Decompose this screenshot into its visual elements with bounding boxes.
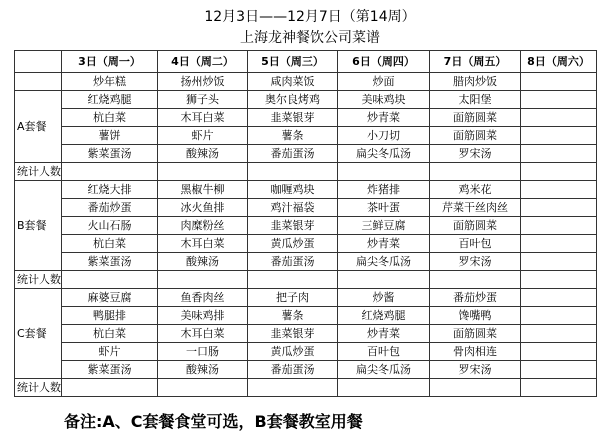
stats-cell — [521, 163, 597, 181]
dish-cell: 三鲜豆腐 — [338, 217, 430, 235]
stats-cell — [62, 271, 158, 289]
set-meal-label: C套餐 — [15, 289, 62, 379]
table-row — [15, 127, 597, 145]
dish-cell: 红烧鸡腿 — [62, 91, 158, 109]
dish-cell: 鸡汁福袋 — [248, 199, 338, 217]
dish-cell: 薯条 — [248, 307, 338, 325]
dish-cell: 鱼香肉丝 — [158, 289, 248, 307]
date-range-title: 12月3日——12月7日（第14周） — [204, 9, 416, 25]
stats-row — [15, 379, 597, 397]
table-row — [15, 73, 597, 91]
dish-cell: 面筋圆菜 — [430, 325, 521, 343]
dish-cell: 太阳堡 — [430, 91, 521, 109]
dish-cell: 虾片 — [158, 127, 248, 145]
dish-cell — [521, 307, 597, 325]
dish-cell — [521, 91, 597, 109]
dish-cell: 韭菜银芽 — [248, 325, 338, 343]
weekly-menu-table — [14, 50, 597, 397]
dish-cell — [521, 145, 597, 163]
table-row — [15, 361, 597, 379]
stats-cell — [62, 163, 158, 181]
dish-cell: 小刀切 — [338, 127, 430, 145]
dish-cell: 酸辣汤 — [158, 253, 248, 271]
corner-cell — [15, 51, 62, 73]
dish-cell: 薯条 — [248, 127, 338, 145]
dish-cell: 馋嘴鸭 — [430, 307, 521, 325]
dish-cell: 黄瓜炒蛋 — [248, 343, 338, 361]
dish-cell: 黑椒牛柳 — [158, 181, 248, 199]
table-row — [15, 145, 597, 163]
dish-cell — [521, 217, 597, 235]
dish-cell: 番茄蛋汤 — [248, 253, 338, 271]
dish-cell — [521, 127, 597, 145]
dish-cell: 红烧大排 — [62, 181, 158, 199]
dish-cell: 紫菜蛋汤 — [62, 253, 158, 271]
table-row — [15, 307, 597, 325]
day-header: 8日（周六） — [521, 51, 597, 73]
stats-label: 统计人数 — [15, 379, 62, 397]
dish-cell: 紫菜蛋汤 — [62, 361, 158, 379]
menu-title: 上海龙神餐饮公司菜谱 — [240, 30, 380, 46]
dish-cell: 百叶包 — [338, 343, 430, 361]
dish-cell: 番茄炒蛋 — [430, 289, 521, 307]
stats-cell — [521, 271, 597, 289]
table-row — [15, 253, 597, 271]
dish-cell: 芹菜干丝肉丝 — [430, 199, 521, 217]
table-row — [15, 325, 597, 343]
dish-cell: 火山石肠 — [62, 217, 158, 235]
stats-cell — [248, 271, 338, 289]
dish-cell: 韭菜银芽 — [248, 109, 338, 127]
day-header: 4日（周二） — [158, 51, 248, 73]
stats-cell — [158, 163, 248, 181]
dish-cell: 扬州炒饭 — [158, 73, 248, 91]
dish-cell: 麻婆豆腐 — [62, 289, 158, 307]
dish-cell: 美味鸡排 — [158, 307, 248, 325]
table-row — [15, 199, 597, 217]
dish-cell: 冰火鱼排 — [158, 199, 248, 217]
dish-cell — [521, 289, 597, 307]
day-header: 7日（周五） — [430, 51, 521, 73]
day-header: 6日（周四） — [338, 51, 430, 73]
dish-cell — [521, 181, 597, 199]
dish-cell: 把子肉 — [248, 289, 338, 307]
dish-cell: 扁尖冬瓜汤 — [338, 253, 430, 271]
table-row — [15, 217, 597, 235]
stats-label: 统计人数 — [15, 163, 62, 181]
dish-cell: 炒青菜 — [338, 235, 430, 253]
stats-row — [15, 271, 597, 289]
dish-cell: 面筋圆菜 — [430, 109, 521, 127]
dish-cell: 炒年糕 — [62, 73, 158, 91]
dish-cell: 罗宋汤 — [430, 145, 521, 163]
dish-cell: 一口肠 — [158, 343, 248, 361]
table-row — [15, 289, 597, 307]
day-header: 3日（周一） — [62, 51, 158, 73]
dish-cell — [521, 253, 597, 271]
dish-cell: 番茄蛋汤 — [248, 361, 338, 379]
dish-cell: 鸡米花 — [430, 181, 521, 199]
dish-cell — [521, 343, 597, 361]
stats-cell — [248, 379, 338, 397]
dish-cell — [521, 73, 597, 91]
dish-cell: 炒面 — [338, 73, 430, 91]
dish-cell: 虾片 — [62, 343, 158, 361]
dish-cell: 黄瓜炒蛋 — [248, 235, 338, 253]
dish-cell: 酸辣汤 — [158, 361, 248, 379]
stats-cell — [158, 379, 248, 397]
dish-cell: 罗宋汤 — [430, 253, 521, 271]
set-meal-label: A套餐 — [15, 91, 62, 163]
dish-cell: 罗宋汤 — [430, 361, 521, 379]
dish-cell: 狮子头 — [158, 91, 248, 109]
dish-cell — [521, 109, 597, 127]
stats-cell — [338, 271, 430, 289]
dish-cell: 腊肉炒饭 — [430, 73, 521, 91]
dish-cell: 木耳白菜 — [158, 109, 248, 127]
stats-cell — [521, 379, 597, 397]
dish-cell: 扁尖冬瓜汤 — [338, 361, 430, 379]
stats-row — [15, 163, 597, 181]
dish-cell: 杭白菜 — [62, 325, 158, 343]
dish-cell — [521, 361, 597, 379]
dish-cell: 酸辣汤 — [158, 145, 248, 163]
dish-cell: 炒青菜 — [338, 325, 430, 343]
dish-cell: 面筋圆菜 — [430, 217, 521, 235]
stats-cell — [338, 163, 430, 181]
day-header: 5日（周三） — [248, 51, 338, 73]
dish-cell — [521, 235, 597, 253]
stats-cell — [62, 379, 158, 397]
dish-cell: 杭白菜 — [62, 235, 158, 253]
dish-cell: 鸭腿排 — [62, 307, 158, 325]
dish-cell: 红烧鸡腿 — [338, 307, 430, 325]
set-meal-label: B套餐 — [15, 181, 62, 271]
table-row — [15, 91, 597, 109]
table-row — [15, 235, 597, 253]
stats-label: 统计人数 — [15, 271, 62, 289]
dish-cell: 紫菜蛋汤 — [62, 145, 158, 163]
table-row — [15, 181, 597, 199]
dish-cell: 百叶包 — [430, 235, 521, 253]
dish-cell: 木耳白菜 — [158, 235, 248, 253]
dish-cell: 番茄炒蛋 — [62, 199, 158, 217]
dish-cell — [521, 199, 597, 217]
dish-cell: 韭菜银芽 — [248, 217, 338, 235]
footer-note: 备注:A、C套餐食堂可选，B套餐教室用餐 — [64, 412, 363, 431]
stats-cell — [430, 163, 521, 181]
dish-cell: 杭白菜 — [62, 109, 158, 127]
dish-cell: 茶叶蛋 — [338, 199, 430, 217]
dish-cell: 炒酱 — [338, 289, 430, 307]
dish-cell: 扁尖冬瓜汤 — [338, 145, 430, 163]
dish-cell: 奥尔良烤鸡 — [248, 91, 338, 109]
stats-cell — [158, 271, 248, 289]
stats-cell — [248, 163, 338, 181]
header-row — [15, 51, 597, 73]
dish-cell: 木耳白菜 — [158, 325, 248, 343]
dish-cell: 美味鸡块 — [338, 91, 430, 109]
stats-cell — [338, 379, 430, 397]
table-row — [15, 109, 597, 127]
dish-cell: 炒青菜 — [338, 109, 430, 127]
dish-cell: 骨肉相连 — [430, 343, 521, 361]
dish-cell: 肉糜粉丝 — [158, 217, 248, 235]
empty-label-cell — [15, 73, 62, 91]
dish-cell: 面筋圆菜 — [430, 127, 521, 145]
dish-cell: 咖喱鸡块 — [248, 181, 338, 199]
dish-cell: 炸猪排 — [338, 181, 430, 199]
dish-cell: 薯饼 — [62, 127, 158, 145]
dish-cell — [521, 325, 597, 343]
table-row — [15, 343, 597, 361]
dish-cell: 咸肉菜饭 — [248, 73, 338, 91]
dish-cell: 番茄蛋汤 — [248, 145, 338, 163]
stats-cell — [430, 379, 521, 397]
stats-cell — [430, 271, 521, 289]
